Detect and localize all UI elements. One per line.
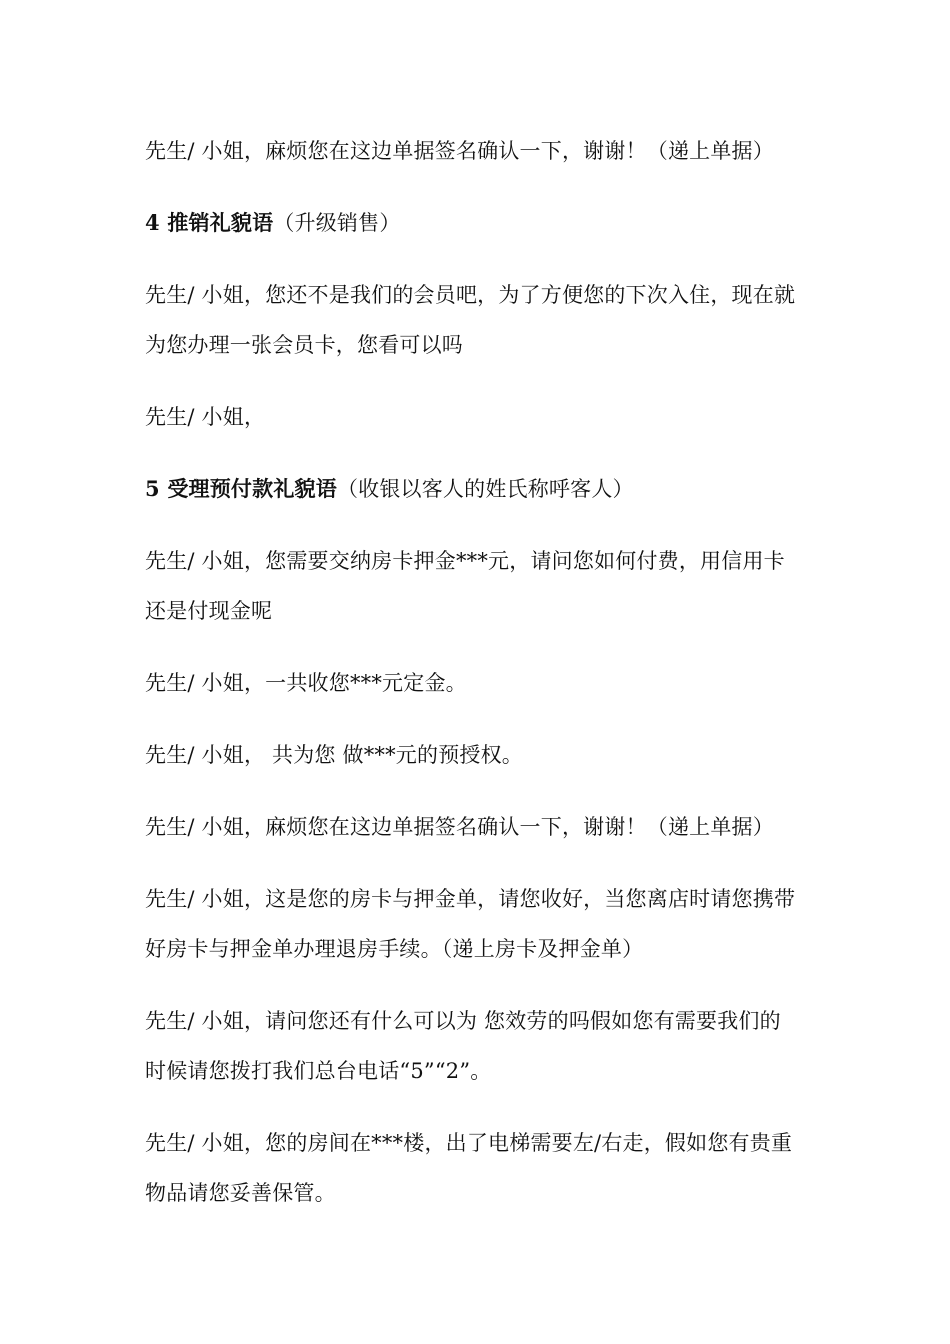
- section-note: （升级销售）: [273, 211, 401, 235]
- paragraph-line: 时候请您拨打我们总台电话“5”“2”。: [145, 1059, 492, 1083]
- section-title: 4 推销礼貌语: [145, 210, 274, 235]
- paragraph-line: 先生/ 小姐，一共收您***元定金。: [145, 671, 467, 695]
- paragraph-line: 先生/ 小姐，您需要交纳房卡押金***元，请问您如何付费，用信用卡: [145, 549, 785, 573]
- paragraph-line: 先生/ 小姐，这是您的房卡与押金单，请您收好，当您离店时请您携带: [145, 887, 796, 911]
- section-heading-4: [145, 211, 815, 235]
- section-heading-5: [145, 477, 815, 501]
- paragraph-line: 先生/ 小姐，您还不是我们的会员吧，为了方便您的下次入住，现在就: [145, 283, 796, 307]
- paragraph-line: 物品请您妥善保管。: [145, 1181, 336, 1205]
- paragraph-line: 先生/ 小姐，: [145, 405, 266, 429]
- paragraph-line: 还是付现金呢: [145, 599, 273, 623]
- paragraph-line: 好房卡与押金单办理退房手续。（递上房卡及押金单）: [145, 937, 644, 961]
- paragraph-line: 先生/ 小姐，您的房间在***楼，出了电梯需要左/右走，假如您有贵重: [145, 1131, 793, 1155]
- paragraph-line: 为您办理一张会员卡，您看可以吗: [145, 333, 463, 357]
- paragraph-line: 先生/ 小姐，麻烦您在这边单据签名确认一下，谢谢！（递上单据）: [145, 815, 774, 839]
- paragraph-line: 先生/ 小姐， 共为您 做***元的预授权。: [145, 743, 523, 767]
- section-note: （收银以客人的姓氏称呼客人）: [336, 477, 634, 501]
- paragraph-line: 先生/ 小姐，麻烦您在这边单据签名确认一下，谢谢！（递上单据）: [145, 139, 774, 163]
- paragraph-line: 先生/ 小姐，请问您还有什么可以为 您效劳的吗假如您有需要我们的: [145, 1009, 781, 1033]
- section-title: 5 受理预付款礼貌语: [145, 476, 337, 501]
